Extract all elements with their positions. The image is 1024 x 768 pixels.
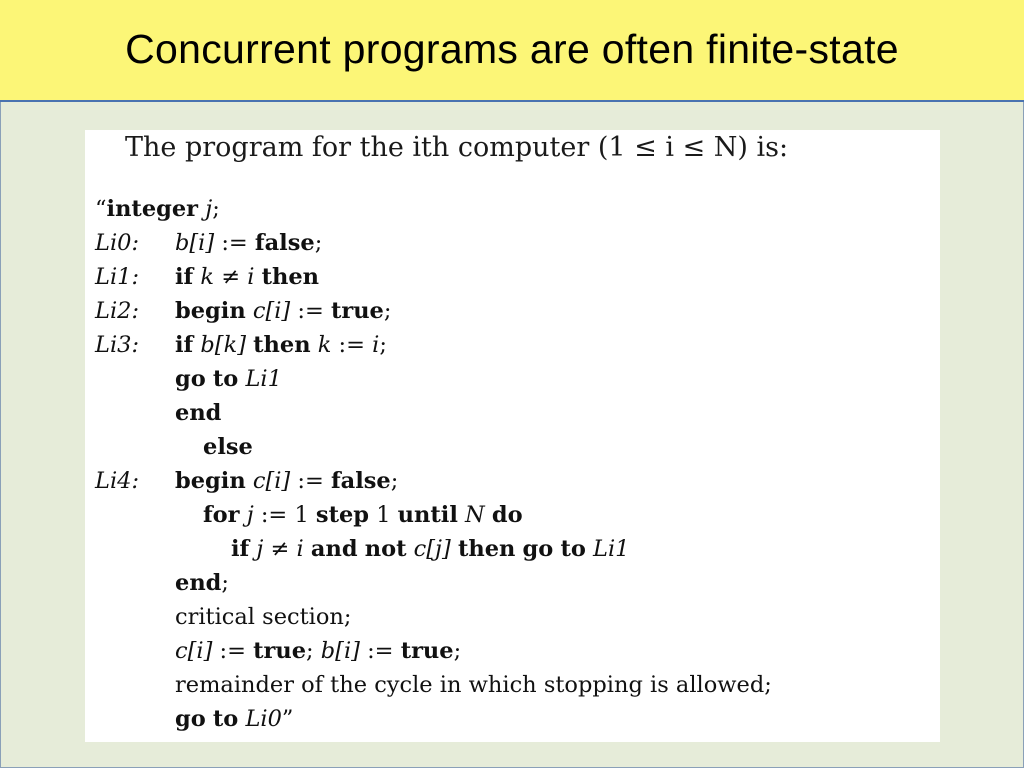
code-line-text: remainder of the cycle in which stopping is allowed; <box>175 672 772 698</box>
code-line-text: for j := 1 step 1 until N do <box>203 502 523 528</box>
program-image-panel <box>85 130 940 742</box>
code-line-text: go to Li1 <box>175 366 282 392</box>
code-line-text: if j ≠ i and not c[j] then go to Li1 <box>231 536 630 562</box>
code-line-text: end <box>175 400 222 426</box>
code-line-label: Li0: <box>95 230 140 256</box>
code-line-text: c[i] := true; b[i] := true; <box>175 638 462 664</box>
code-line-text: begin c[i] := true; <box>175 298 392 324</box>
code-line-text: if k ≠ i then <box>175 264 319 290</box>
code-line-text: go to Li0” <box>175 706 294 732</box>
code-line-text: else <box>203 434 253 460</box>
code-line-text: begin c[i] := false; <box>175 468 399 494</box>
code-line-label: Li1: <box>95 264 140 290</box>
code-line-label: Li2: <box>95 298 140 324</box>
code-line-text: b[i] := false; <box>175 230 323 256</box>
code-line-label: Li3: <box>95 332 140 358</box>
slide-title: Concurrent programs are often finite-state <box>125 25 899 72</box>
code-line-text: end; <box>175 570 229 596</box>
code-line-text: if b[k] then k := i; <box>175 332 387 358</box>
program-heading: The program for the ith computer (1 ≤ i ≤ N) is: <box>125 132 789 163</box>
code-line-label: Li4: <box>95 468 140 494</box>
code-line-text: “integer j; <box>95 196 220 222</box>
code-line-text: critical section; <box>175 604 352 630</box>
title-bar <box>0 0 1024 102</box>
